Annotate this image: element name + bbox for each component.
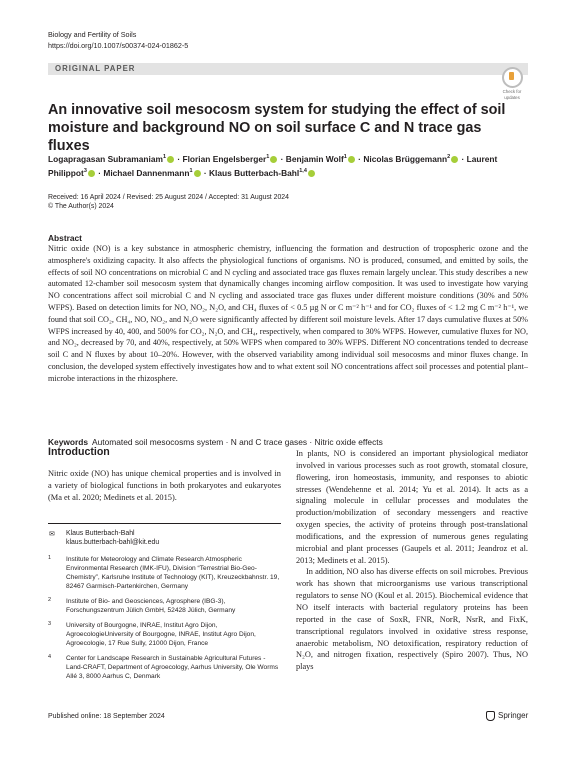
introduction-heading: Introduction (48, 446, 110, 458)
copyright: © The Author(s) 2024 (48, 203, 114, 210)
author-name[interactable]: Nicolas Brüggemann (363, 153, 448, 164)
corresponding-author (66, 529, 159, 547)
email-icon: ✉ (49, 531, 55, 538)
author-affiliation-mark: 2 (447, 154, 451, 160)
corresponding-author-email[interactable]: klaus.butterbach-bahl@kit.edu (66, 539, 160, 546)
author-separator: · (459, 153, 467, 164)
author-name[interactable]: Laurent Philippot (48, 153, 498, 179)
check-for-updates-badge[interactable] (497, 67, 527, 100)
author-affiliation-mark: 1 (189, 168, 193, 175)
check-updates-label-1: Check for (502, 89, 522, 94)
doi-link[interactable]: https://doi.org/10.1007/s00374-024-01862-5 (48, 41, 189, 50)
affiliation-item (48, 597, 281, 615)
corresponding-author-name: Klaus Butterbach-Bahl (66, 530, 135, 537)
body-paragraph-2: In addition, NO also has diverse effects on soil microbes. Previous work has shown that microorganisms use various transcriptional regulators to sense NO (Koul et al. 2015). Biochemical evidence that NO itself interacts with bacterial regulatory proteins has been reported in the case of SoxR, FNR, NorR, NsrR, and FixK, transcriptional regulators involved in oxidative stress response, anaerobic metabolism, NO detoxification, respiratory reduction of N₂O, and nitrogen fixation, respectively (Spiro 2007). Thus, NO plays (296, 567, 528, 672)
author-affiliation-mark: 1 (162, 154, 167, 160)
check-updates-label-2: updates (504, 95, 520, 100)
publisher-logo (486, 711, 528, 721)
author-affiliation-mark: 3 (83, 168, 87, 175)
introduction-text: Nitric oxide (NO) has unique chemical properties and is involved in a variety of biological functions in both prokaryotes and eukaryotes (Ma et al. 2020; Medinets et al. 2015). (48, 469, 281, 502)
check-updates-icon (502, 67, 523, 88)
affiliation-text: Center for Landscape Research in Sustainable Agricultural Futures - Land-CRAFT, Department of Agroecology, Aarhus University, Ole Worms Allé 3, 8000 Aarhus C, Denmark (66, 655, 279, 680)
article-type-banner (48, 63, 528, 75)
orcid-icon[interactable] (88, 170, 95, 177)
footnote-divider (48, 523, 281, 524)
published-online: Published online: 18 September 2024 (48, 713, 165, 720)
keywords-text: Automated soil mesocosms system · N and C trace gases · Nitric oxide effects (92, 437, 383, 447)
publisher-name: Springer (498, 711, 529, 721)
author-affiliation-mark: 1,4 (299, 168, 307, 175)
affiliation-number: 4 (48, 654, 52, 660)
springer-horse-icon (486, 711, 495, 721)
affiliation-text: Institute for Meteorology and Climate Research Atmospheric Environmental Research (IMK-IFU), Division “Terrestrial Bio-Geo-Chemistry”, Karlsruhe Institute of Technology (KIT), Kreuzeckbahnstr. 19, 82467 Garmisch-Partenkirchen, Germany (66, 556, 280, 590)
abstract-text: Nitric oxide (NO) is a key substance in atmospheric chemistry, influencing the formation and destruction of tropospheric ozone and the atmosphere's oxidizing capacity. It also affects the physiological functions of organisms. NO is produced, consumed, and emitted by soils, the effects of soil NO concentrations on microbial C and N cycling and associated trace gas fluxes remain largely unclear. This study describes a new automated 12-chamber soil mesocosm system that dynamically changes incoming airflow composition. It was used to investigate how varying NO concentrations affect soil microbial C and N cycling and associated trace gas fluxes under different moisture conditions (30% and 50% WFPS). Based on detection limits for NO, NO₂, N₂O, and CH₄ fluxes of < 0.5 µg N or C m⁻² h⁻¹ and for CO₂ fluxes of < 1.2 mg C m⁻² h⁻¹, we found that soil CO₂, CH₄, NO, NO₂, and N₂O were significantly affected by different soil moisture levels. After 17 days cumulative fluxes at 50% WFPS increased by 40, 400, and 500% for CO₂, N₂O, and CH₄, respectively, when compared to 30% WFPS. However, cumulative fluxes for NO, and NO₂, decreased by 70, and 40%, respectively, at 50% WFPS when compared to 30% WFPS. Different NO concentrations tended to decrease soil C and N fluxes by about 10–20%. However, with the observed variability among individual soil mesocosms and minor fluxes change. In conclusion, the developed system effectively investigates how and to what extent soil NO concentrations affect soil processes and potential plant–microbe interactions in the rhizosphere. (48, 244, 528, 383)
author-separator: · (201, 168, 209, 179)
affiliation-item (48, 621, 281, 648)
affiliation-text: Institute of Bio- and Geosciences, Agrosphere (IBG-3), Forschungszentrum Jülich GmbH, 52428 Jülich, Germany (66, 598, 236, 614)
right-column-text (296, 448, 528, 673)
orcid-icon[interactable] (348, 156, 355, 163)
orcid-icon[interactable] (308, 170, 315, 177)
affiliations (48, 555, 281, 687)
paper-title: An innovative soil mesocosm system for studying the effect of soil moisture and background NO on soil surface C and N trace gas fluxes (48, 102, 506, 154)
orcid-icon[interactable] (167, 156, 174, 163)
author-list (48, 151, 528, 180)
orcid-icon[interactable] (194, 170, 201, 177)
author-separator: · (355, 153, 364, 164)
author-separator: · (278, 153, 286, 164)
journal-header (48, 29, 188, 51)
affiliation-item (48, 654, 281, 681)
author-affiliation-mark: 1 (343, 154, 347, 160)
orcid-icon[interactable] (451, 156, 458, 163)
article-history: Received: 16 April 2024 / Revised: 25 August 2024 / Accepted: 31 August 2024 (48, 194, 289, 201)
author-name[interactable]: Florian Engelsberger (182, 153, 267, 164)
journal-name: Biology and Fertility of Soils (48, 30, 137, 39)
article-type-label: ORIGINAL PAPER (55, 64, 136, 73)
author-separator: · (175, 153, 183, 164)
author-separator: · (95, 168, 104, 179)
article-dates (48, 193, 289, 211)
affiliation-text: University of Bourgogne, INRAE, Institut Agro Dijon, AgroecologieUniversity of Bourgogne, INRAE, Institut Agro Dijon, Agroecologie, 17 Rue Sully, 21000 Dijon, France (66, 622, 256, 647)
orcid-icon[interactable] (270, 156, 277, 163)
body-paragraph-1: In plants, NO is considered an important physiological mediator involved in various processes such as root growth, stomatal closure, flowering, iron homeostasis, immunity, and responses to abiotic stresses (Wendehenne et al. 2014; Yu et al. 2014). It acts as a signaling molecule in cellular processes and modulates the production/mobilization of secondary messengers and reactive oxygen species, the activity of proteins through post-translational modifications, and the expression of numerous genes regulating microbial and plant processes (Gaupels et al. 2011; Jeandroz et al. 2013; Medinets et al. 2015). (296, 449, 528, 565)
author-name[interactable]: Michael Dannenmann (103, 168, 190, 179)
author-name[interactable]: Klaus Butterbach-Bahl (208, 168, 300, 179)
affiliation-number: 3 (48, 621, 52, 627)
affiliation-number: 1 (48, 555, 52, 561)
author-name[interactable]: Benjamin Wolf (285, 153, 344, 164)
author-affiliation-mark: 1 (266, 154, 270, 160)
author-name[interactable]: Logapragasan Subramaniam (48, 153, 163, 164)
affiliation-item (48, 555, 281, 591)
affiliation-number: 2 (48, 597, 52, 603)
keywords-label: Keywords (48, 437, 89, 447)
abstract-heading: Abstract (48, 233, 82, 243)
